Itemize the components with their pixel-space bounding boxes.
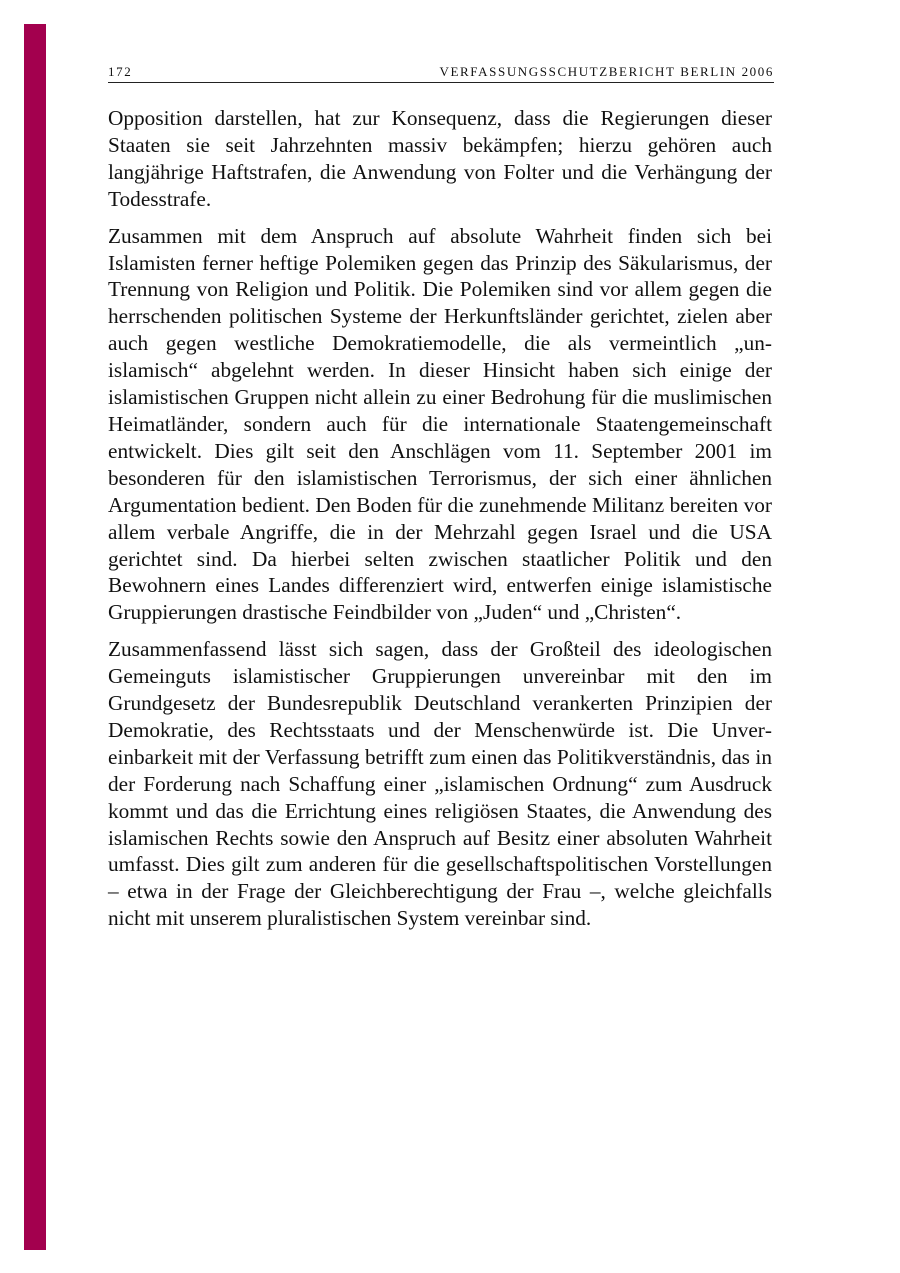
page-number: 172 bbox=[108, 64, 133, 79]
page-header bbox=[108, 62, 774, 83]
paragraph-3: Zusammenfassend lässt sich sagen, dass der Großteil des ideologischen Gemeinguts islamistischer Gruppierungen unvereinbar mit den im Grundgesetz der Bundesrepublik Deutschland verankerten Prinzipien der Demokratie, des Rechtsstaats und der Menschenwürde ist. Die Unvereinbarkeit mit der Verfassung betrifft zum einen das Politikverständnis, das in der Forderung nach Schaffung einer „islamischen Ordnung“ zum Ausdruck kommt und das die Errichtung eines religiösen Staates, die Anwendung des islamischen Rechts sowie den Anspruch auf Besitz einer absoluten Wahrheit umfasst. Dies gilt zum anderen für die gesellschaftspolitischen Vorstellungen – etwa in der Frage der Gleichberechtigung der Frau –, welche gleichfalls nicht mit unserem pluralistischen System vereinbar sind. bbox=[108, 637, 772, 931]
body-text bbox=[108, 105, 772, 942]
running-title: VERFASSUNGSSCHUTZBERICHT BERLIN 2006 bbox=[439, 64, 774, 79]
decorative-side-bar bbox=[24, 24, 46, 1250]
paragraph-2: Zusammen mit dem Anspruch auf absolute Wahrheit finden sich bei Islamisten ferner heftige Polemiken gegen das Prinzip des Säkularismus, der Trennung von Religion und Politik. Die Polemiken sind vor allem gegen die herrschenden politischen Systeme der Herkunftsländer gerichtet, zielen aber auch gegen westliche Demokratiemodelle, die als vermeintlich „un-islamisch“ abgelehnt werden. In dieser Hinsicht haben sich einige der islamistischen Gruppen nicht allein zu einer Bedrohung für die muslimischen Heimatländer, sondern auch für die internationale Staatengemeinschaft entwickelt. Dies gilt seit den Anschlägen vom 11. September 2001 im besonderen für den islamistischen Terrorismus, der sich einer ähnlichen Argumentation bedient. Den Boden für die zunehmende Militanz bereiten vor allem verbale Angriffe, die in der Mehrzahl gegen Israel und die USA gerichtet sind. Da hierbei selten zwischen staatlicher Politik und den Bewohnern eines Landes differenziert wird, entwerfen einige islamistische Gruppierungen drastische Feindbilder von „Juden“ und „Christen“. bbox=[108, 223, 772, 625]
paragraph-1: Opposition darstellen, hat zur Konsequenz, dass die Regierungen dieser Staaten sie seit Jahrzehnten massiv bekämpfen; hierzu gehören auch langjährige Haftstrafen, die Anwendung von Folter und die Verhängung der Todesstrafe. bbox=[108, 106, 772, 211]
